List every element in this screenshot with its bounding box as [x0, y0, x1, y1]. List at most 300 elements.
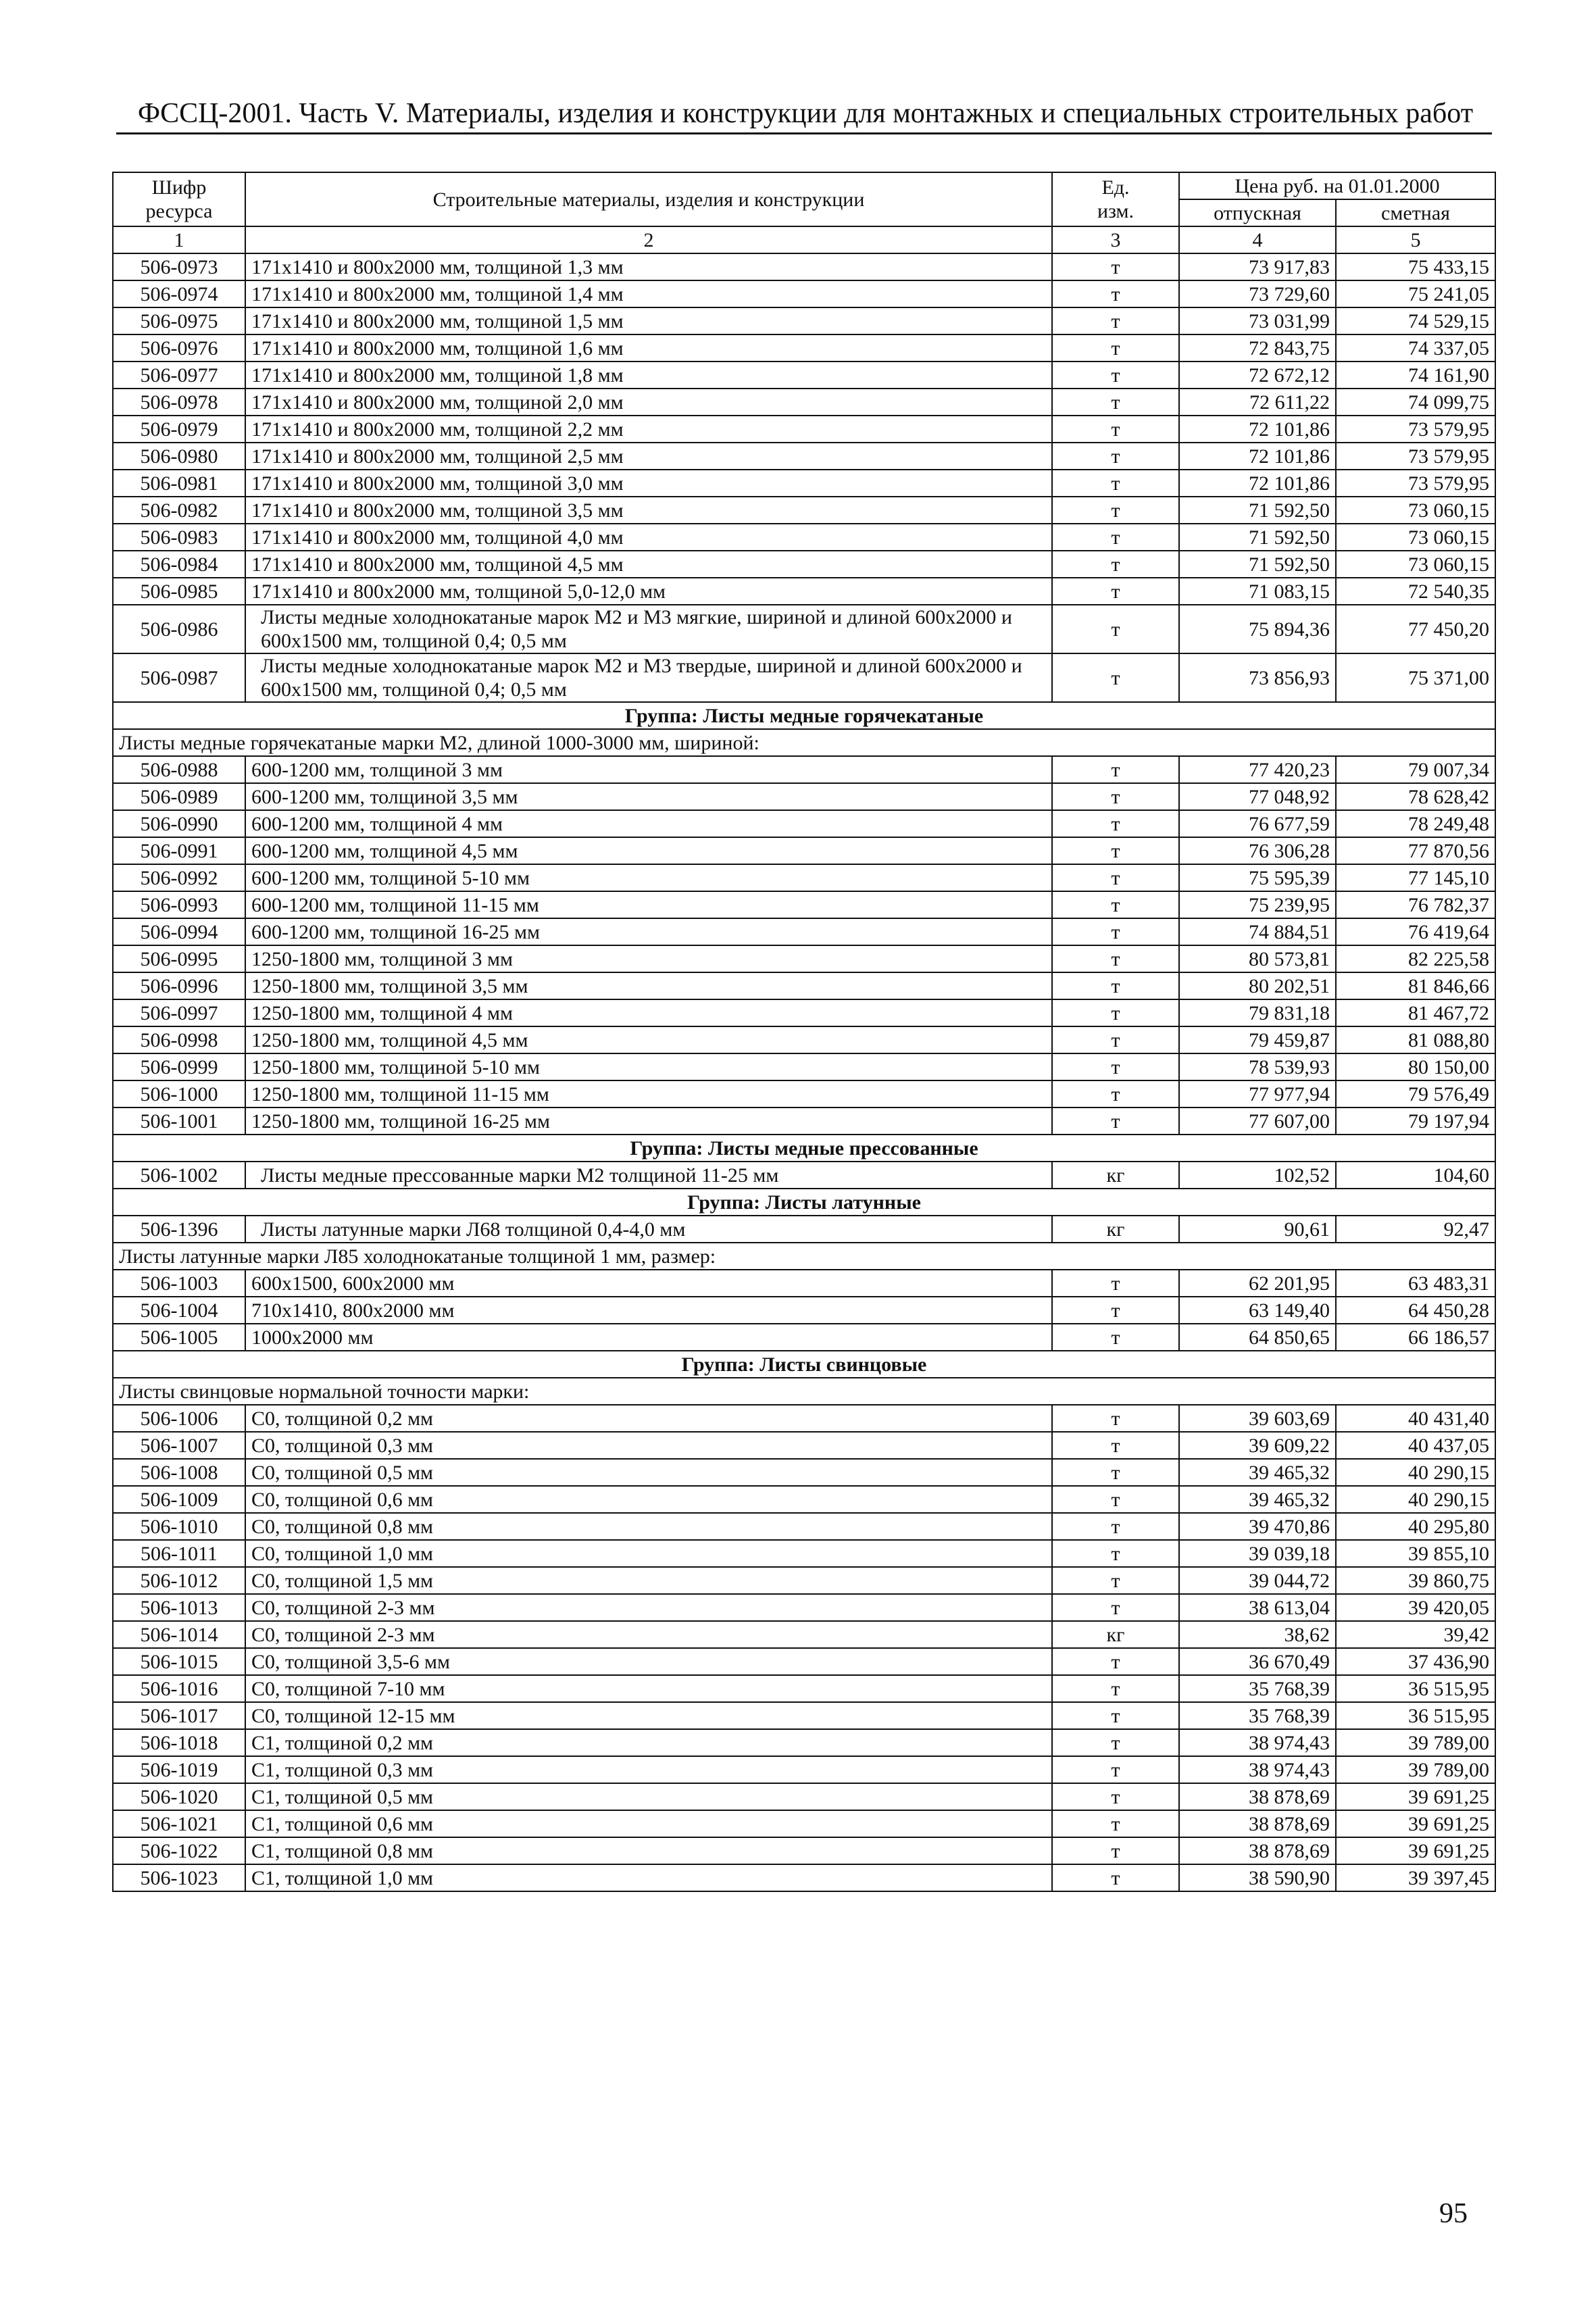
unit-of-measure: т	[1052, 1026, 1179, 1053]
unit-of-measure: т	[1052, 307, 1179, 334]
material-description: 171x1410 и 800x2000 мм, толщиной 4,0 мм	[245, 524, 1052, 551]
resource-code: 506-1003	[113, 1270, 245, 1297]
table-row	[113, 1837, 1495, 1864]
release-price: 79 459,87	[1179, 1026, 1336, 1053]
resource-code: 506-0975	[113, 307, 245, 334]
unit-of-measure: т	[1052, 1567, 1179, 1594]
table-row	[113, 253, 1495, 280]
table-row	[113, 864, 1495, 891]
material-description: С1, толщиной 0,6 мм	[245, 1810, 1052, 1837]
resource-code: 506-0983	[113, 524, 245, 551]
estimate-price: 40 295,80	[1336, 1513, 1495, 1540]
unit-of-measure: кг	[1052, 1216, 1179, 1243]
material-description: 600-1200 мм, толщиной 5-10 мм	[245, 864, 1052, 891]
estimate-price: 81 846,66	[1336, 972, 1495, 999]
estimate-price: 73 579,95	[1336, 470, 1495, 497]
resource-code: 506-0979	[113, 416, 245, 443]
release-price: 38,62	[1179, 1621, 1336, 1648]
resource-code: 506-0982	[113, 497, 245, 524]
estimate-price: 39 789,00	[1336, 1756, 1495, 1783]
material-description: 710x1410, 800x2000 мм	[245, 1297, 1052, 1324]
resource-code: 506-0984	[113, 551, 245, 578]
release-price: 39 609,22	[1179, 1432, 1336, 1459]
estimate-price: 92,47	[1336, 1216, 1495, 1243]
release-price: 73 031,99	[1179, 307, 1336, 334]
material-description: 171x1410 и 800x2000 мм, толщиной 5,0-12,0 мм	[245, 578, 1052, 605]
unit-of-measure: т	[1052, 1864, 1179, 1891]
table-row	[113, 362, 1495, 389]
table-row	[113, 756, 1495, 783]
material-description: Листы медные холоднокатаные марок М2 и М3 твердые, шириной и длиной 600x2000 и 600x1500 мм, толщиной 0,4; 0,5 мм	[245, 653, 1052, 702]
estimate-price: 72 540,35	[1336, 578, 1495, 605]
column-number-row	[113, 226, 1495, 253]
release-price: 39 465,32	[1179, 1459, 1336, 1486]
release-price: 77 977,94	[1179, 1080, 1336, 1107]
table-row	[113, 443, 1495, 470]
column-number: 5	[1336, 226, 1495, 253]
table-row	[113, 918, 1495, 945]
unit-of-measure: т	[1052, 1297, 1179, 1324]
material-description: 600-1200 мм, толщиной 11-15 мм	[245, 891, 1052, 918]
unit-of-measure: т	[1052, 1513, 1179, 1540]
resource-code: 506-0974	[113, 280, 245, 307]
release-price: 80 573,81	[1179, 945, 1336, 972]
material-description: С1, толщиной 0,5 мм	[245, 1783, 1052, 1810]
estimate-price: 74 529,15	[1336, 307, 1495, 334]
estimate-price: 39 860,75	[1336, 1567, 1495, 1594]
resource-code: 506-1020	[113, 1783, 245, 1810]
material-description: 1250-1800 мм, толщиной 3,5 мм	[245, 972, 1052, 999]
resource-code: 506-0997	[113, 999, 245, 1026]
unit-of-measure: т	[1052, 1270, 1179, 1297]
material-description: 600-1200 мм, толщиной 4 мм	[245, 810, 1052, 837]
material-description: 171x1410 и 800x2000 мм, толщиной 3,5 мм	[245, 497, 1052, 524]
release-price: 39 044,72	[1179, 1567, 1336, 1594]
group-heading: Группа: Листы свинцовые	[113, 1351, 1495, 1378]
table-row	[113, 1783, 1495, 1810]
estimate-price: 37 436,90	[1336, 1648, 1495, 1675]
resource-code: 506-1009	[113, 1486, 245, 1513]
release-price: 72 101,86	[1179, 416, 1336, 443]
resource-code: 506-0995	[113, 945, 245, 972]
release-price: 35 768,39	[1179, 1702, 1336, 1729]
estimate-price: 40 437,05	[1336, 1432, 1495, 1459]
material-description: С0, толщиной 0,2 мм	[245, 1405, 1052, 1432]
material-description: С0, толщиной 2-3 мм	[245, 1621, 1052, 1648]
estimate-price: 36 515,95	[1336, 1675, 1495, 1702]
estimate-price: 74 099,75	[1336, 389, 1495, 416]
column-number: 1	[113, 226, 245, 253]
table-row	[113, 1405, 1495, 1432]
material-description: 1250-1800 мм, толщиной 5-10 мм	[245, 1053, 1052, 1080]
estimate-price: 74 337,05	[1336, 334, 1495, 362]
unit-of-measure: т	[1052, 1324, 1179, 1351]
table-row	[113, 470, 1495, 497]
estimate-price: 73 060,15	[1336, 497, 1495, 524]
page-number: 95	[1439, 2198, 1468, 2229]
release-price: 72 843,75	[1179, 334, 1336, 362]
table-row	[113, 1594, 1495, 1621]
release-price: 76 306,28	[1179, 837, 1336, 864]
unit-of-measure: т	[1052, 891, 1179, 918]
header-rule	[116, 132, 1492, 134]
resource-code: 506-0980	[113, 443, 245, 470]
table-row	[113, 1648, 1495, 1675]
material-description: 171x1410 и 800x2000 мм, толщиной 2,0 мм	[245, 389, 1052, 416]
resource-code: 506-1004	[113, 1297, 245, 1324]
header-unit	[1052, 172, 1179, 226]
resource-code: 506-0999	[113, 1053, 245, 1080]
material-description: 1250-1800 мм, толщиной 4 мм	[245, 999, 1052, 1026]
table-row	[113, 1270, 1495, 1297]
resource-code: 506-0978	[113, 389, 245, 416]
price-table	[112, 172, 1496, 1892]
table-row	[113, 1486, 1495, 1513]
release-price: 38 878,69	[1179, 1837, 1336, 1864]
material-description: 600-1200 мм, толщиной 16-25 мм	[245, 918, 1052, 945]
release-price: 75 894,36	[1179, 605, 1336, 653]
header-unit-line1: Ед.	[1101, 176, 1130, 199]
resource-code: 506-1022	[113, 1837, 245, 1864]
header-code-line1: Шифр	[151, 176, 207, 199]
table-row	[113, 1675, 1495, 1702]
table-row	[113, 1162, 1495, 1189]
release-price: 77 420,23	[1179, 756, 1336, 783]
group-heading: Группа: Листы медные прессованные	[113, 1135, 1495, 1162]
material-description: С0, толщиной 1,0 мм	[245, 1540, 1052, 1567]
estimate-price: 104,60	[1336, 1162, 1495, 1189]
resource-code: 506-0973	[113, 253, 245, 280]
material-description: 171x1410 и 800x2000 мм, толщиной 1,4 мм	[245, 280, 1052, 307]
release-price: 77 607,00	[1179, 1107, 1336, 1135]
estimate-price: 81 467,72	[1336, 999, 1495, 1026]
unit-of-measure: т	[1052, 1459, 1179, 1486]
subheading: Листы свинцовые нормальной точности марки:	[113, 1378, 1495, 1405]
resource-code: 506-0981	[113, 470, 245, 497]
release-price: 39 039,18	[1179, 1540, 1336, 1567]
resource-code: 506-0998	[113, 1026, 245, 1053]
table-row	[113, 1864, 1495, 1891]
table-row	[113, 1216, 1495, 1243]
release-price: 80 202,51	[1179, 972, 1336, 999]
estimate-price: 76 782,37	[1336, 891, 1495, 918]
column-number: 4	[1179, 226, 1336, 253]
estimate-price: 81 088,80	[1336, 1026, 1495, 1053]
release-price: 71 592,50	[1179, 551, 1336, 578]
resource-code: 506-0991	[113, 837, 245, 864]
release-price: 39 465,32	[1179, 1486, 1336, 1513]
release-price: 75 595,39	[1179, 864, 1336, 891]
resource-code: 506-1017	[113, 1702, 245, 1729]
material-description: 1000x2000 мм	[245, 1324, 1052, 1351]
resource-code: 506-1019	[113, 1756, 245, 1783]
resource-code: 506-1010	[113, 1513, 245, 1540]
estimate-price: 40 290,15	[1336, 1459, 1495, 1486]
unit-of-measure: т	[1052, 999, 1179, 1026]
material-description: С0, толщиной 0,5 мм	[245, 1459, 1052, 1486]
estimate-price: 77 870,56	[1336, 837, 1495, 864]
subheading-row	[113, 729, 1495, 756]
estimate-price: 75 241,05	[1336, 280, 1495, 307]
table-row	[113, 837, 1495, 864]
header-code	[113, 172, 245, 226]
table-row	[113, 1540, 1495, 1567]
material-description: 171x1410 и 800x2000 мм, толщиной 4,5 мм	[245, 551, 1052, 578]
header-code-line2: ресурса	[145, 200, 213, 222]
release-price: 38 613,04	[1179, 1594, 1336, 1621]
table-row	[113, 653, 1495, 702]
table-row	[113, 783, 1495, 810]
estimate-price: 39 691,25	[1336, 1810, 1495, 1837]
estimate-price: 73 579,95	[1336, 443, 1495, 470]
unit-of-measure: т	[1052, 1540, 1179, 1567]
unit-of-measure: т	[1052, 253, 1179, 280]
subheading: Листы медные горячекатаные марки М2, длиной 1000-3000 мм, шириной:	[113, 729, 1495, 756]
release-price: 71 592,50	[1179, 524, 1336, 551]
unit-of-measure: т	[1052, 653, 1179, 702]
release-price: 35 768,39	[1179, 1675, 1336, 1702]
header-unit-line2: изм.	[1097, 200, 1134, 222]
table-row	[113, 1432, 1495, 1459]
release-price: 77 048,92	[1179, 783, 1336, 810]
material-description: 1250-1800 мм, толщиной 3 мм	[245, 945, 1052, 972]
material-description: С1, толщиной 0,8 мм	[245, 1837, 1052, 1864]
unit-of-measure: т	[1052, 1810, 1179, 1837]
estimate-price: 39 855,10	[1336, 1540, 1495, 1567]
material-description: С0, толщиной 12-15 мм	[245, 1702, 1052, 1729]
unit-of-measure: т	[1052, 1783, 1179, 1810]
resource-code: 506-1021	[113, 1810, 245, 1837]
unit-of-measure: т	[1052, 1756, 1179, 1783]
estimate-price: 36 515,95	[1336, 1702, 1495, 1729]
material-description: 171x1410 и 800x2000 мм, толщиной 2,2 мм	[245, 416, 1052, 443]
table-row	[113, 1026, 1495, 1053]
material-description: С0, толщиной 3,5-6 мм	[245, 1648, 1052, 1675]
unit-of-measure: кг	[1052, 1621, 1179, 1648]
material-description: 171x1410 и 800x2000 мм, толщиной 3,0 мм	[245, 470, 1052, 497]
release-price: 39 470,86	[1179, 1513, 1336, 1540]
price-table-body	[113, 172, 1495, 1891]
material-description: 1250-1800 мм, толщиной 16-25 мм	[245, 1107, 1052, 1135]
resource-code: 506-0996	[113, 972, 245, 999]
resource-code: 506-1015	[113, 1648, 245, 1675]
unit-of-measure: т	[1052, 470, 1179, 497]
resource-code: 506-0989	[113, 783, 245, 810]
estimate-price: 63 483,31	[1336, 1270, 1495, 1297]
material-description: Листы медные холоднокатаные марок М2 и М3 мягкие, шириной и длиной 600x2000 и 600x1500 мм, толщиной 0,4; 0,5 мм	[245, 605, 1052, 653]
material-description: 171x1410 и 800x2000 мм, толщиной 2,5 мм	[245, 443, 1052, 470]
release-price: 64 850,65	[1179, 1324, 1336, 1351]
unit-of-measure: кг	[1052, 1162, 1179, 1189]
resource-code: 506-0992	[113, 864, 245, 891]
release-price: 79 831,18	[1179, 999, 1336, 1026]
table-row	[113, 1702, 1495, 1729]
unit-of-measure: т	[1052, 837, 1179, 864]
estimate-price: 82 225,58	[1336, 945, 1495, 972]
unit-of-measure: т	[1052, 918, 1179, 945]
release-price: 73 917,83	[1179, 253, 1336, 280]
material-description: С0, толщиной 2-3 мм	[245, 1594, 1052, 1621]
column-number: 2	[245, 226, 1052, 253]
unit-of-measure: т	[1052, 945, 1179, 972]
release-price: 38 878,69	[1179, 1783, 1336, 1810]
release-price: 90,61	[1179, 1216, 1336, 1243]
estimate-price: 78 628,42	[1336, 783, 1495, 810]
subheading-row	[113, 1243, 1495, 1270]
release-price: 78 539,93	[1179, 1053, 1336, 1080]
material-description: С0, толщиной 0,8 мм	[245, 1513, 1052, 1540]
unit-of-measure: т	[1052, 1053, 1179, 1080]
release-price: 38 974,43	[1179, 1729, 1336, 1756]
release-price: 72 101,86	[1179, 470, 1336, 497]
estimate-price: 80 150,00	[1336, 1053, 1495, 1080]
unit-of-measure: т	[1052, 280, 1179, 307]
table-row	[113, 524, 1495, 551]
table-row	[113, 551, 1495, 578]
unit-of-measure: т	[1052, 1432, 1179, 1459]
release-price: 39 603,69	[1179, 1405, 1336, 1432]
release-price: 73 729,60	[1179, 280, 1336, 307]
estimate-price: 79 197,94	[1336, 1107, 1495, 1135]
table-row	[113, 1080, 1495, 1107]
resource-code: 506-0993	[113, 891, 245, 918]
table-row	[113, 1297, 1495, 1324]
table-row	[113, 999, 1495, 1026]
estimate-price: 79 576,49	[1336, 1080, 1495, 1107]
resource-code: 506-0988	[113, 756, 245, 783]
unit-of-measure: т	[1052, 1729, 1179, 1756]
release-price: 75 239,95	[1179, 891, 1336, 918]
material-description: С1, толщиной 0,2 мм	[245, 1729, 1052, 1756]
material-description: 1250-1800 мм, толщиной 4,5 мм	[245, 1026, 1052, 1053]
table-row	[113, 1513, 1495, 1540]
material-description: 600x1500, 600x2000 мм	[245, 1270, 1052, 1297]
group-heading-row	[113, 702, 1495, 729]
release-price: 38 590,90	[1179, 1864, 1336, 1891]
header-price-estimate: сметная	[1336, 199, 1495, 226]
resource-code: 506-1011	[113, 1540, 245, 1567]
resource-code: 506-0987	[113, 653, 245, 702]
estimate-price: 66 186,57	[1336, 1324, 1495, 1351]
unit-of-measure: т	[1052, 1107, 1179, 1135]
table-row	[113, 1053, 1495, 1080]
table-row	[113, 578, 1495, 605]
table-row	[113, 334, 1495, 362]
resource-code: 506-1007	[113, 1432, 245, 1459]
unit-of-measure: т	[1052, 1675, 1179, 1702]
table-row	[113, 972, 1495, 999]
header-price-release: отпускная	[1179, 199, 1336, 226]
header-price-group: Цена руб. на 01.01.2000	[1179, 172, 1495, 199]
unit-of-measure: т	[1052, 389, 1179, 416]
table-row	[113, 1756, 1495, 1783]
unit-of-measure: т	[1052, 334, 1179, 362]
estimate-price: 39 691,25	[1336, 1783, 1495, 1810]
header-description: Строительные материалы, изделия и конструкции	[245, 172, 1052, 226]
material-description: 171x1410 и 800x2000 мм, толщиной 1,3 мм	[245, 253, 1052, 280]
unit-of-measure: т	[1052, 605, 1179, 653]
unit-of-measure: т	[1052, 756, 1179, 783]
unit-of-measure: т	[1052, 1405, 1179, 1432]
unit-of-measure: т	[1052, 578, 1179, 605]
estimate-price: 77 145,10	[1336, 864, 1495, 891]
unit-of-measure: т	[1052, 1486, 1179, 1513]
estimate-price: 40 290,15	[1336, 1486, 1495, 1513]
material-description: 171x1410 и 800x2000 мм, толщиной 1,8 мм	[245, 362, 1052, 389]
unit-of-measure: т	[1052, 551, 1179, 578]
table-row	[113, 810, 1495, 837]
table-row	[113, 280, 1495, 307]
estimate-price: 73 060,15	[1336, 524, 1495, 551]
unit-of-measure: т	[1052, 1702, 1179, 1729]
resource-code: 506-1023	[113, 1864, 245, 1891]
resource-code: 506-1001	[113, 1107, 245, 1135]
unit-of-measure: т	[1052, 783, 1179, 810]
resource-code: 506-0976	[113, 334, 245, 362]
page-header-title: ФССЦ-2001. Часть V. Материалы, изделия и конструкции для монтажных и специальных строительных работ	[137, 98, 1474, 129]
estimate-price: 77 450,20	[1336, 605, 1495, 653]
resource-code: 506-1006	[113, 1405, 245, 1432]
material-description: 1250-1800 мм, толщиной 11-15 мм	[245, 1080, 1052, 1107]
resource-code: 506-0985	[113, 578, 245, 605]
estimate-price: 78 249,48	[1336, 810, 1495, 837]
unit-of-measure: т	[1052, 1837, 1179, 1864]
unit-of-measure: т	[1052, 497, 1179, 524]
group-heading-row	[113, 1189, 1495, 1216]
table-row	[113, 1567, 1495, 1594]
subheading-row	[113, 1378, 1495, 1405]
material-description: С0, толщиной 0,3 мм	[245, 1432, 1052, 1459]
estimate-price: 39,42	[1336, 1621, 1495, 1648]
estimate-price: 75 371,00	[1336, 653, 1495, 702]
column-number: 3	[1052, 226, 1179, 253]
material-description: 171x1410 и 800x2000 мм, толщиной 1,6 мм	[245, 334, 1052, 362]
table-row	[113, 307, 1495, 334]
unit-of-measure: т	[1052, 864, 1179, 891]
resource-code: 506-1013	[113, 1594, 245, 1621]
resource-code: 506-0977	[113, 362, 245, 389]
material-description: Листы медные прессованные марки М2 толщиной 11-25 мм	[245, 1162, 1052, 1189]
estimate-price: 73 060,15	[1336, 551, 1495, 578]
release-price: 74 884,51	[1179, 918, 1336, 945]
resource-code: 506-0994	[113, 918, 245, 945]
table-row	[113, 605, 1495, 653]
estimate-price: 73 579,95	[1336, 416, 1495, 443]
material-description: Листы латунные марки Л68 толщиной 0,4-4,0 мм	[245, 1216, 1052, 1243]
unit-of-measure: т	[1052, 1080, 1179, 1107]
material-description: С1, толщиной 1,0 мм	[245, 1864, 1052, 1891]
material-description: 171x1410 и 800x2000 мм, толщиной 1,5 мм	[245, 307, 1052, 334]
group-heading: Группа: Листы медные горячекатаные	[113, 702, 1495, 729]
resource-code: 506-1018	[113, 1729, 245, 1756]
unit-of-measure: т	[1052, 1594, 1179, 1621]
release-price: 38 878,69	[1179, 1810, 1336, 1837]
resource-code: 506-1005	[113, 1324, 245, 1351]
table-header-row	[113, 172, 1495, 199]
material-description: С0, толщиной 1,5 мм	[245, 1567, 1052, 1594]
table-row	[113, 1729, 1495, 1756]
table-row	[113, 891, 1495, 918]
group-heading: Группа: Листы латунные	[113, 1189, 1495, 1216]
estimate-price: 74 161,90	[1336, 362, 1495, 389]
release-price: 72 101,86	[1179, 443, 1336, 470]
release-price: 71 083,15	[1179, 578, 1336, 605]
resource-code: 506-1012	[113, 1567, 245, 1594]
material-description: С0, толщиной 0,6 мм	[245, 1486, 1052, 1513]
unit-of-measure: т	[1052, 443, 1179, 470]
release-price: 63 149,40	[1179, 1297, 1336, 1324]
table-row	[113, 1621, 1495, 1648]
